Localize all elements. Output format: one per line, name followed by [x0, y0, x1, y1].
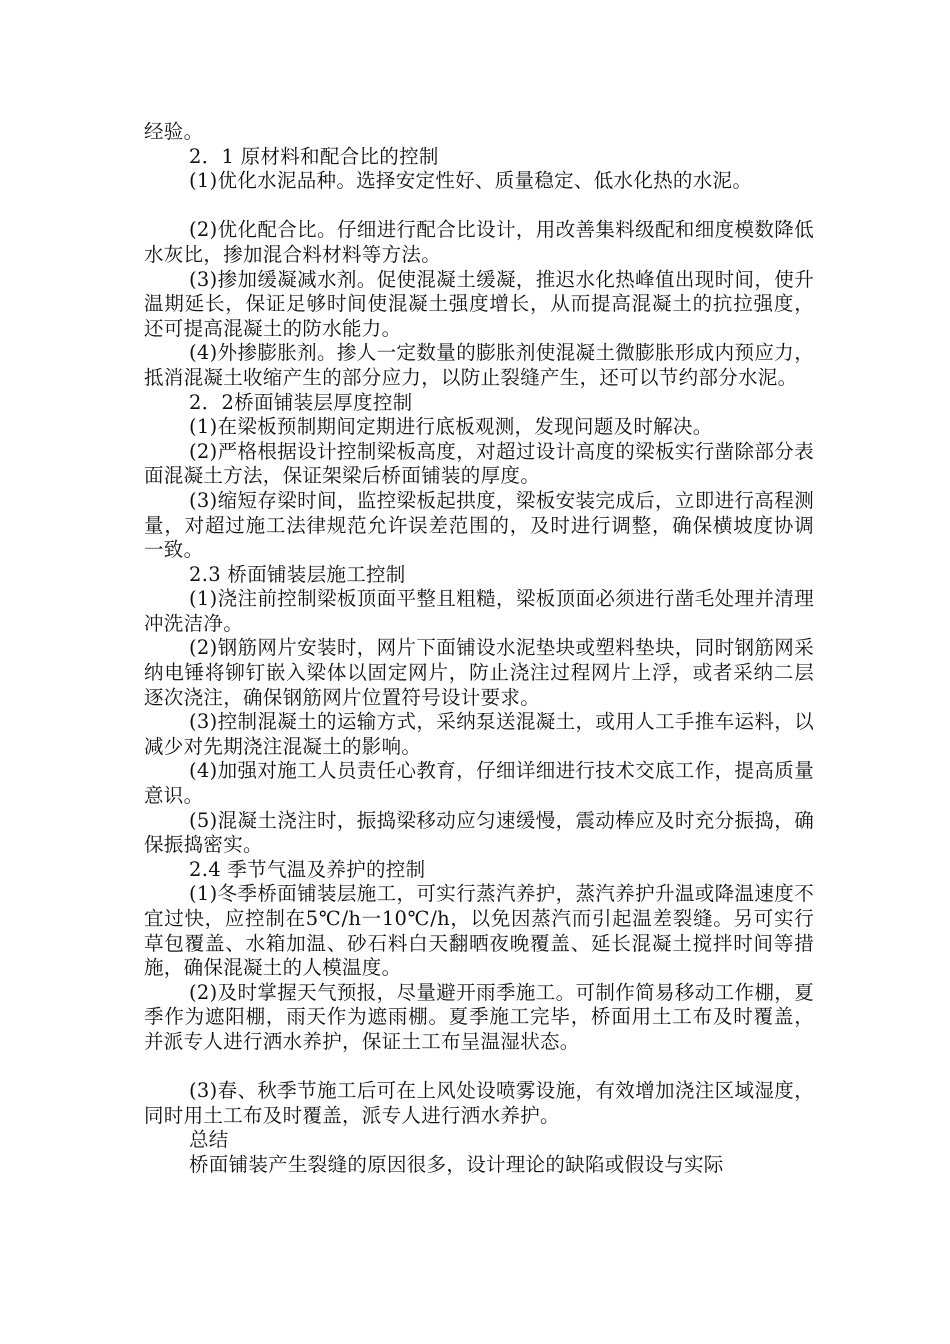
paragraph-2-2-item-3: (3)缩短存梁时间，监控梁板起拱度，梁板安装完成后，立即进行高程测量，对超过施工法律规范允许误差范围的，及时进行调整，确保横坡度协调一致。	[144, 488, 814, 562]
paragraph-2-4-item-2: (2)及时掌握天气预报，尽量避开雨季施工。可制作简易移动工作棚，夏季作为遮阳棚，雨天作为遮雨棚。夏季施工完毕，桥面用土工布及时覆盖，并派专人进行洒水养护，保证土工布呈温湿状态。	[144, 980, 814, 1053]
paragraph-2-1-item-4: (4)外掺膨胀剂。掺人一定数量的膨胀剂使混凝土微膨胀形成内预应力，抵消混凝土收缩产生的部分应力，以防止裂缝产生，还可以节约部分水泥。	[144, 341, 814, 389]
document-page	[144, 120, 814, 1178]
paragraph-2-3-item-5: (5)混凝土浇注时，振捣梁移动应匀速缓慢，震动棒应及时充分振捣，确保振捣密实。	[144, 808, 814, 857]
paragraph-2-2-item-2: (2)严格根据设计控制梁板高度，对超过设计高度的梁板实行凿除部分表面混凝土方法，保证架梁后桥面铺装的厚度。	[144, 439, 814, 488]
paragraph-2-1-item-3: (3)掺加缓凝减水剂。促使混凝土缓凝，推迟水化热峰值出现时间，使升温期延长，保证足够时间使混凝土强度增长，从而提高混凝土的抗拉强度，还可提高混凝土的防水能力。	[144, 267, 814, 340]
paragraph-2-1-item-2: (2)优化配合比。仔细进行配合比设计，用改善集料级配和细度模数降低水灰比，掺加混合料材料等方法。	[144, 218, 814, 266]
section-heading-2-3: 2.3 桥面铺装层施工控制	[189, 562, 406, 586]
paragraph-summary: 桥面铺装产生裂缝的原因很多，设计理论的缺陷或假设与实际	[189, 1152, 724, 1176]
paragraph-2-3-item-1: (1)浇注前控制梁板顶面平整且粗糙，梁板顶面必须进行凿毛处理并清理冲洗洁净。	[144, 587, 814, 635]
section-heading-2-1: 2．1 原材料和配合比的控制	[189, 144, 439, 168]
paragraph-2-1-item-1: (1)优化水泥品种。选择安定性好、质量稳定、低水化热的水泥。	[189, 169, 753, 193]
paragraph-continuation: 经验。	[144, 120, 204, 143]
paragraph-2-4-item-3: (3)春、秋季节施工后可在上风处设喷雾设施，有效增加浇注区域湿度，同时用土工布及时覆盖，派专人进行洒水养护。	[144, 1079, 814, 1127]
paragraph-2-4-item-1: (1)冬季桥面铺装层施工，可实行蒸汽养护，蒸汽养护升温或降温速度不宜过快，应控制在5℃/h一10℃/h，以免因蒸汽而引起温差裂缝。另可实行草包覆盖、水箱加温、砂石料白天翻晒夜晚覆盖、延长混凝土搅拌时间等措施，确保混凝土的人模温度。	[144, 882, 814, 980]
paragraph-2-3-item-4: (4)加强对施工人员责任心教育，仔细详细进行技术交底工作，提高质量意识。	[144, 759, 814, 808]
paragraph-2-3-item-3: (3)控制混凝土的运输方式，采纳泵送混凝土，或用人工手推车运料，以减少对先期浇注混凝土的影响。	[144, 710, 814, 758]
section-heading-2-2: 2．2桥面铺装层厚度控制	[189, 390, 413, 414]
paragraph-2-3-item-2: (2)钢筋网片安装时，网片下面铺设水泥垫块或塑料垫块，同时钢筋网采纳电锤将铆钉嵌入梁体以固定网片，防止浇注过程网片上浮，或者采纳二层逐次浇注，确保钢筋网片位置符号设计要求。	[144, 636, 814, 709]
paragraph-2-2-item-1: (1)在梁板预制期间定期进行底板观测，发现问题及时解决。	[189, 415, 713, 439]
section-heading-summary: 总结	[189, 1128, 229, 1152]
section-heading-2-4: 2.4 季节气温及养护的控制	[189, 857, 426, 881]
